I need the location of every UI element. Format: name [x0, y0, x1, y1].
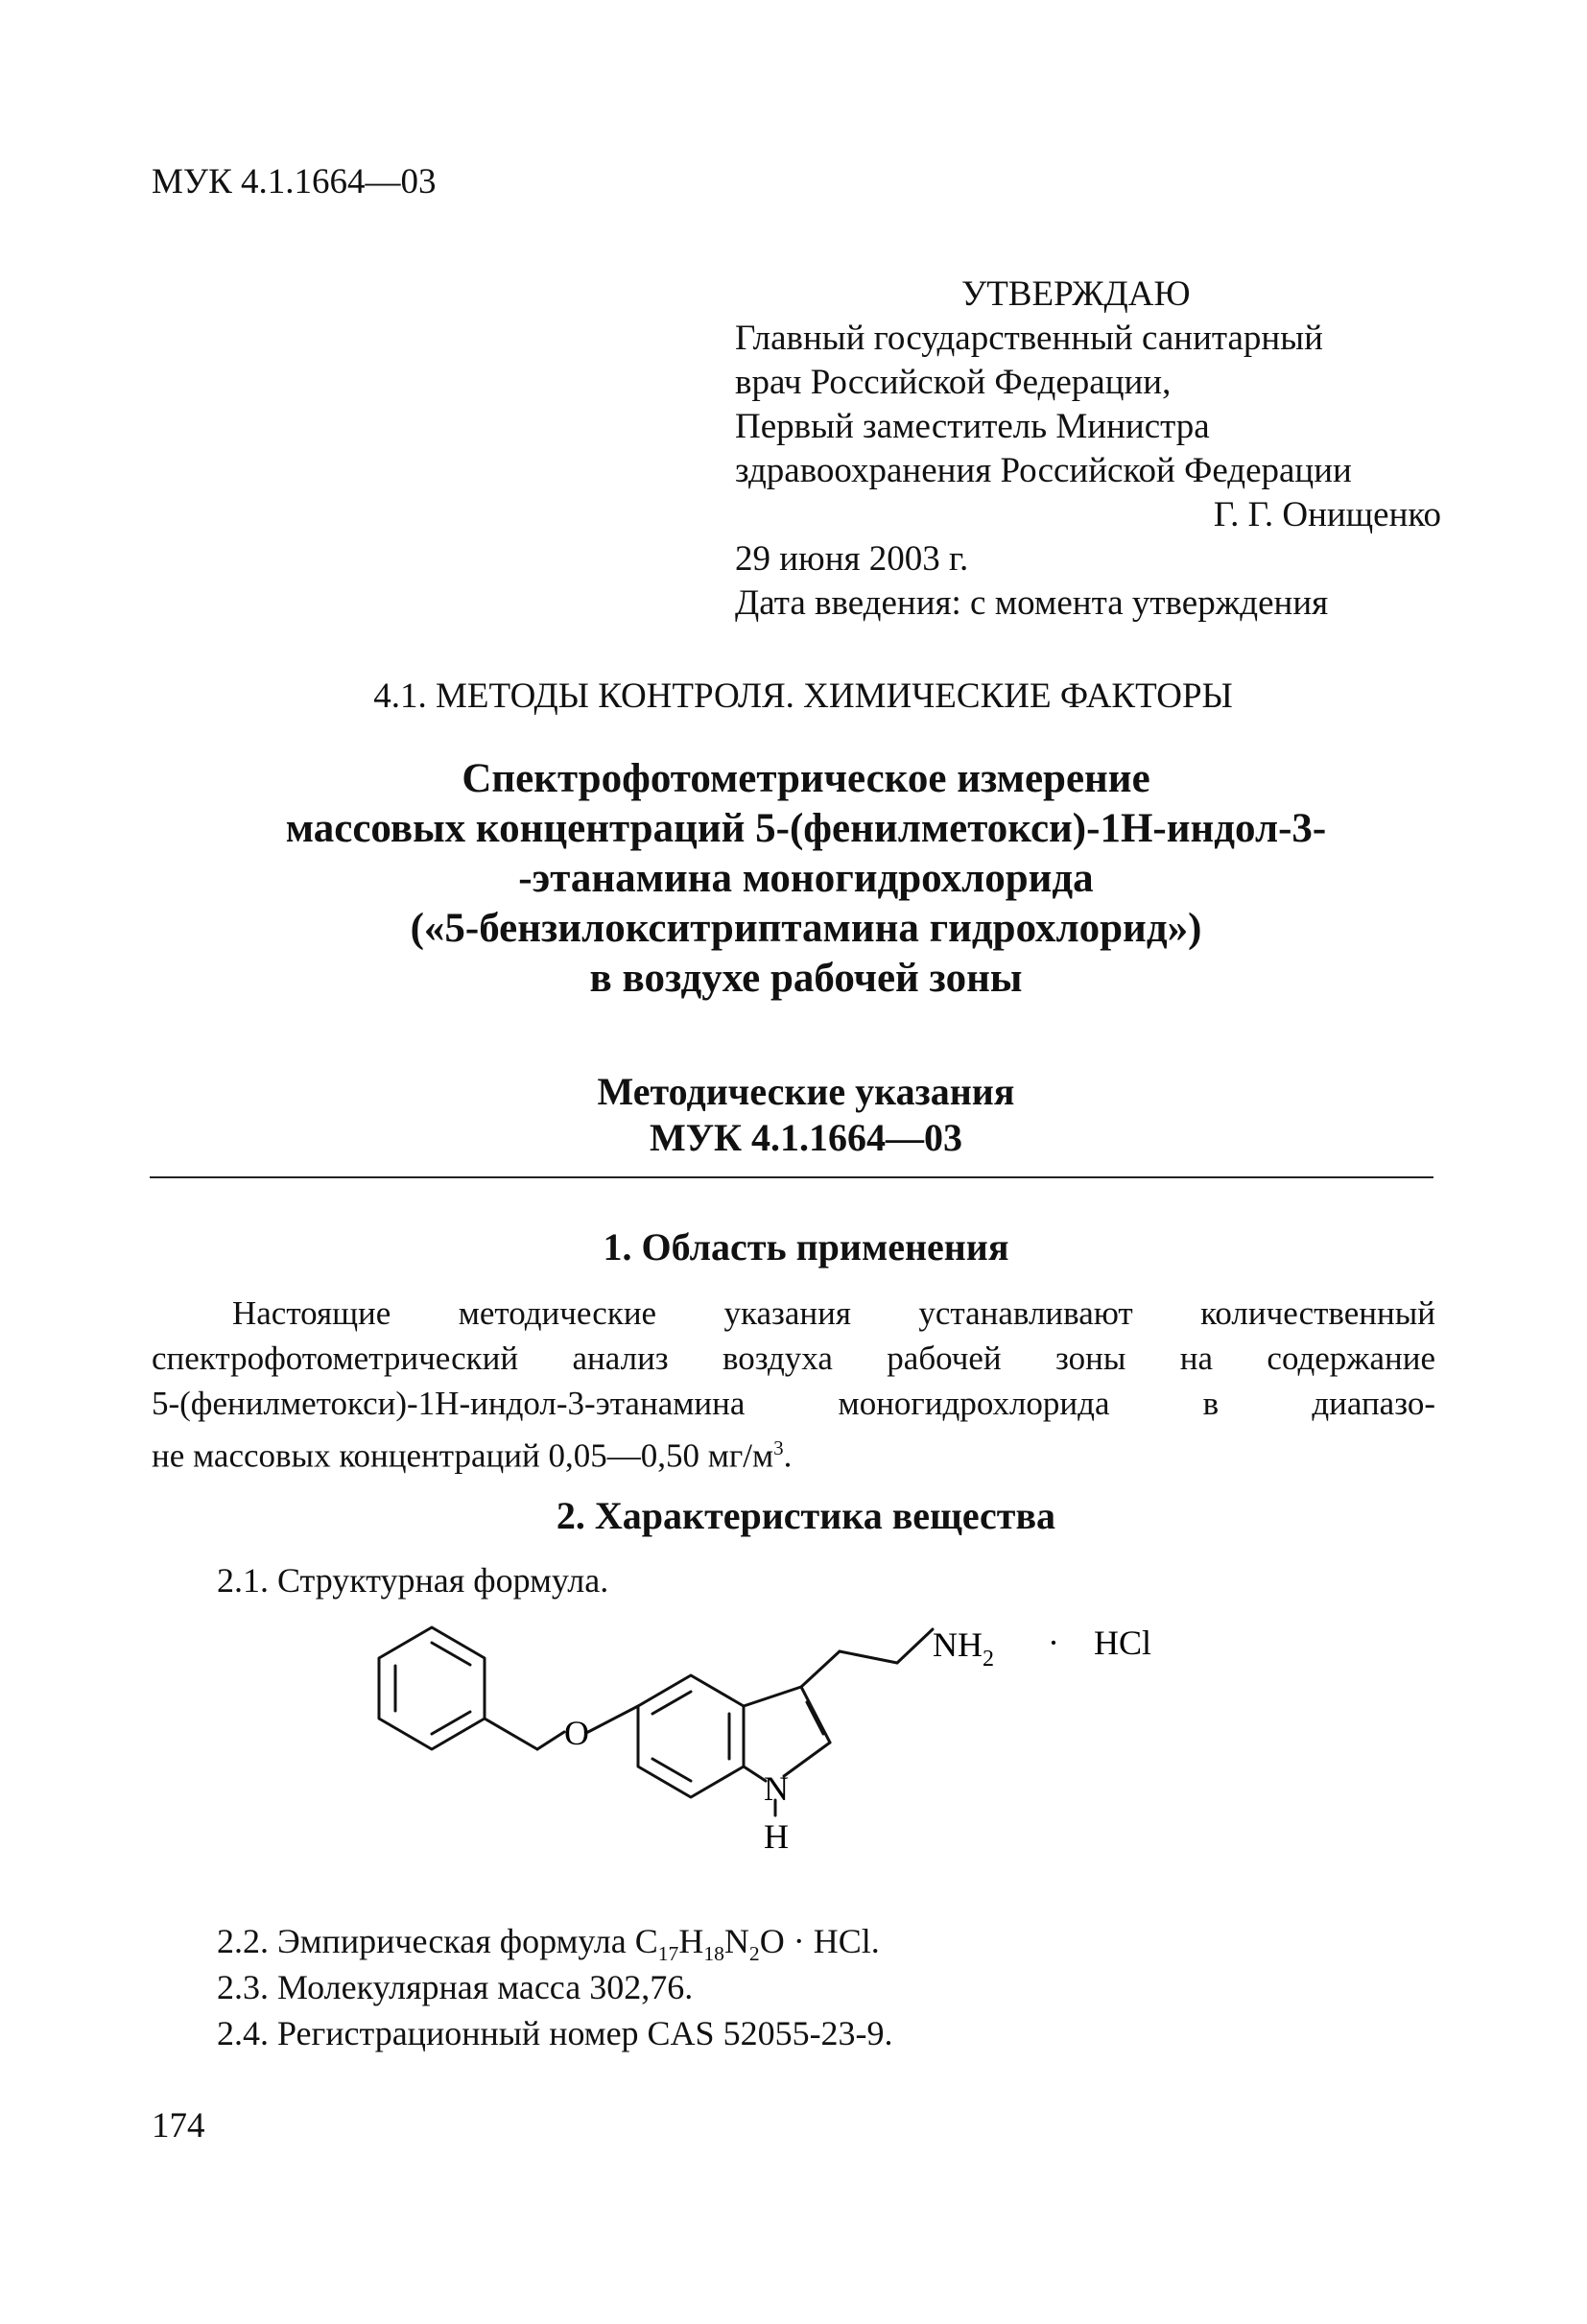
section-1-heading: 1. Область применения: [603, 1225, 1009, 1269]
formula-text: O · HCl.: [759, 1922, 880, 1960]
hydrogen-label: H: [764, 1817, 789, 1856]
hcl-label: HCl: [1094, 1624, 1152, 1662]
subtitle-code: МУК 4.1.1664—03: [649, 1116, 963, 1159]
paragraph-end: .: [783, 1436, 793, 1475]
formula-text: N: [723, 1922, 749, 1960]
title-line: («5-бензилокситриптамина гидрохлорид»): [410, 906, 1202, 951]
amine-label: [933, 1625, 994, 1672]
approval-date: 29 июня 2003 г.: [735, 539, 969, 579]
section-1-paragraph: [152, 1291, 1435, 1479]
paragraph-line: Настоящие методические указания устанавливают количественный: [232, 1294, 1435, 1332]
chain-bond-1: [801, 1651, 840, 1687]
approval-line: Первый заместитель Министра: [735, 407, 1210, 446]
title-line: в воздухе рабочей зоны: [589, 956, 1023, 1001]
ether-bond-left: [537, 1732, 564, 1749]
paragraph-text: не массовых концентраций 0,05—0,50 мг/м: [152, 1436, 774, 1475]
amine-text: NH: [933, 1625, 983, 1664]
paragraph-line: спектрофотометрический анализ воздуха рабочей зоны на содержание: [152, 1340, 1435, 1377]
approval-signatory: Г. Г. Онищенко: [1213, 495, 1441, 534]
title-line: массовых концентраций 5-(фенилметокси)-1Н-индол-3-: [285, 806, 1327, 851]
item-2-2: [217, 1921, 880, 1966]
superscript: 3: [773, 1436, 784, 1459]
structural-formula: [365, 1608, 1228, 1915]
approval-line: здравоохранения Российской Федерации: [735, 451, 1352, 490]
subscript: 17: [657, 1942, 679, 1966]
section-2-heading: 2. Характеристика вещества: [556, 1494, 1056, 1537]
ether-bond-right: [588, 1706, 638, 1732]
horizontal-rule: [150, 1176, 1433, 1178]
approval-effective-date: Дата введения: с момента утверждения: [735, 583, 1329, 623]
formula-text: H: [678, 1922, 704, 1960]
oxygen-label: O: [564, 1714, 589, 1752]
document-title: [134, 754, 1478, 1004]
chain-bond-3: [897, 1629, 933, 1663]
nitrogen-label: N: [764, 1769, 789, 1808]
item-2-3: 2.3. Молекулярная масса 302,76.: [217, 1968, 694, 2006]
page-number: 174: [152, 2106, 205, 2146]
document-subtitle: [134, 1069, 1478, 1161]
subscript: 18: [703, 1942, 724, 1966]
paragraph-line-last: [152, 1426, 1435, 1479]
approval-line: врач Российской Федерации,: [735, 363, 1172, 402]
methylene-bond: [485, 1719, 537, 1749]
title-line: Спектрофотометрическое измерение: [462, 756, 1150, 801]
approval-line: Главный государственный санитарный: [735, 319, 1323, 358]
subtitle-line: Методические указания: [597, 1070, 1015, 1113]
subscript: 2: [748, 1942, 760, 1966]
paragraph-line: 5-(фенилметокси)-1Н-индол-3-этанамина моногидрохлорида в диапазо-: [152, 1385, 1435, 1422]
title-line: -этанамина моногидрохлорида: [518, 856, 1094, 901]
amine-subscript: 2: [983, 1647, 994, 1672]
salt-dot: ·: [1048, 1624, 1059, 1662]
item-2-1: 2.1. Структурная формула.: [217, 1561, 609, 1600]
document-code: МУК 4.1.1664—03: [152, 162, 437, 202]
approval-block: [735, 273, 1445, 626]
approval-title: УТВЕРЖДАЮ: [961, 274, 1191, 314]
formula-text: 2.2. Эмпирическая формула C: [217, 1922, 658, 1960]
chain-bond-2: [840, 1651, 897, 1663]
item-2-4: 2.4. Регистрационный номер CAS 52055-23-9.: [217, 2014, 893, 2052]
section-caption: 4.1. МЕТОДЫ КОНТРОЛЯ. ХИМИЧЕСКИЕ ФАКТОРЫ: [373, 676, 1233, 716]
